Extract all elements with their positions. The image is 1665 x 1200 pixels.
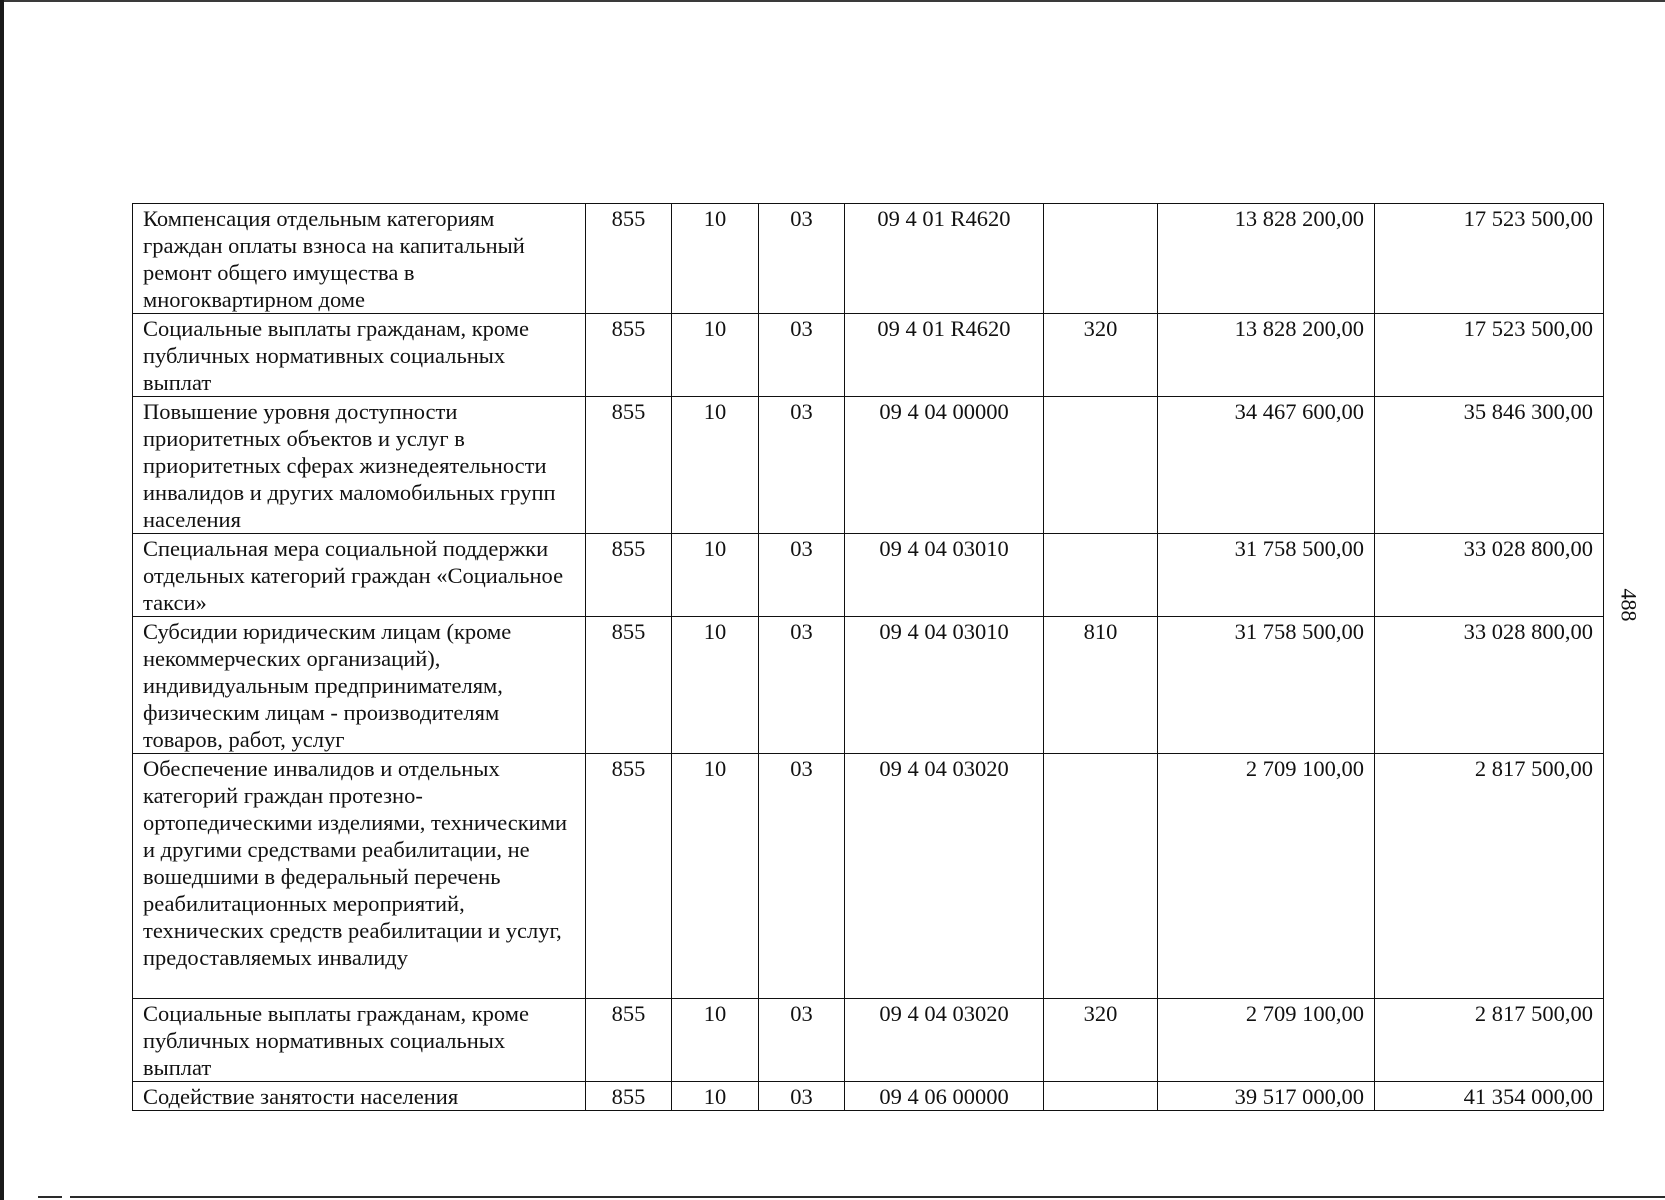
row-name-cell: Специальная мера социальной поддержки отдельных категорий граждан «Социальное такси» [133,534,586,617]
table-row [133,999,1604,1082]
target-article-cell: 09 4 04 00000 [845,397,1044,534]
ministry-code-cell: 855 [586,204,672,314]
section-code-cell: 10 [672,617,759,754]
subsection-code-cell: 03 [759,314,845,397]
section-code-cell: 10 [672,1082,759,1111]
expense-type-cell: 320 [1044,314,1158,397]
amount-year-2-cell: 41 354 000,00 [1375,1082,1604,1111]
amount-year-1-cell: 39 517 000,00 [1158,1082,1375,1111]
target-article-cell: 09 4 06 00000 [845,1082,1044,1111]
ministry-code-cell: 855 [586,617,672,754]
target-article-cell: 09 4 04 03010 [845,617,1044,754]
section-code-cell: 10 [672,754,759,999]
amount-year-1-cell: 31 758 500,00 [1158,534,1375,617]
section-code-cell: 10 [672,397,759,534]
row-name-cell: Содействие занятости населения [133,1082,586,1111]
table-row [133,754,1604,999]
page-number: 488 [1616,588,1642,622]
target-article-cell: 09 4 01 R4620 [845,204,1044,314]
amount-year-2-cell: 17 523 500,00 [1375,204,1604,314]
ministry-code-cell: 855 [586,999,672,1082]
scan-edge-top [0,0,1665,2]
row-name-cell: Обеспечение инвалидов и отдельных категорий граждан протезно-ортопедическими изделиями, техническими и другими средствами реабилитации, не вошедшими в федеральный перечень реабилитационных мероприятий, технических средств реабилитации и услуг, предоставляемых инвалиду [133,754,586,999]
row-name-cell: Компенсация отдельным категориям граждан оплаты взноса на капитальный ремонт общего имущества в многоквартирном доме [133,204,586,314]
amount-year-2-cell: 33 028 800,00 [1375,617,1604,754]
target-article-cell: 09 4 04 03020 [845,754,1044,999]
amount-year-1-cell: 2 709 100,00 [1158,754,1375,999]
expense-type-cell [1044,1082,1158,1111]
row-name-cell: Социальные выплаты гражданам, кроме публичных нормативных социальных выплат [133,999,586,1082]
section-code-cell: 10 [672,204,759,314]
scan-edge-left [0,0,4,1200]
section-code-cell: 10 [672,314,759,397]
amount-year-2-cell: 33 028 800,00 [1375,534,1604,617]
target-article-cell: 09 4 04 03020 [845,999,1044,1082]
subsection-code-cell: 03 [759,397,845,534]
amount-year-2-cell: 35 846 300,00 [1375,397,1604,534]
table-row [133,397,1604,534]
amount-year-1-cell: 31 758 500,00 [1158,617,1375,754]
scan-edge-bottom-mark [38,1196,62,1198]
section-code-cell: 10 [672,999,759,1082]
expense-type-cell: 810 [1044,617,1158,754]
row-name-cell: Субсидии юридическим лицам (кроме некоммерческих организаций), индивидуальным предпринимателям, физическим лицам - производителям товаров, работ, услуг [133,617,586,754]
budget-table [132,203,1604,1111]
scan-edge-bottom [70,1196,1665,1198]
ministry-code-cell: 855 [586,1082,672,1111]
subsection-code-cell: 03 [759,534,845,617]
expense-type-cell [1044,754,1158,999]
subsection-code-cell: 03 [759,754,845,999]
table-row [133,1082,1604,1111]
amount-year-1-cell: 13 828 200,00 [1158,314,1375,397]
section-code-cell: 10 [672,534,759,617]
ministry-code-cell: 855 [586,754,672,999]
subsection-code-cell: 03 [759,999,845,1082]
subsection-code-cell: 03 [759,617,845,754]
target-article-cell: 09 4 04 03010 [845,534,1044,617]
table-body [133,204,1604,1111]
expense-type-cell [1044,397,1158,534]
amount-year-1-cell: 2 709 100,00 [1158,999,1375,1082]
subsection-code-cell: 03 [759,1082,845,1111]
table-row [133,534,1604,617]
expense-type-cell [1044,534,1158,617]
subsection-code-cell: 03 [759,204,845,314]
amount-year-2-cell: 2 817 500,00 [1375,754,1604,999]
table-row [133,204,1604,314]
ministry-code-cell: 855 [586,314,672,397]
amount-year-1-cell: 13 828 200,00 [1158,204,1375,314]
expense-type-cell [1044,204,1158,314]
ministry-code-cell: 855 [586,534,672,617]
target-article-cell: 09 4 01 R4620 [845,314,1044,397]
amount-year-2-cell: 2 817 500,00 [1375,999,1604,1082]
table-row [133,617,1604,754]
expense-type-cell: 320 [1044,999,1158,1082]
table-row [133,314,1604,397]
amount-year-2-cell: 17 523 500,00 [1375,314,1604,397]
ministry-code-cell: 855 [586,397,672,534]
row-name-cell: Повышение уровня доступности приоритетных объектов и услуг в приоритетных сферах жизнедеятельности инвалидов и других маломобильных групп населения [133,397,586,534]
amount-year-1-cell: 34 467 600,00 [1158,397,1375,534]
row-name-cell: Социальные выплаты гражданам, кроме публичных нормативных социальных выплат [133,314,586,397]
